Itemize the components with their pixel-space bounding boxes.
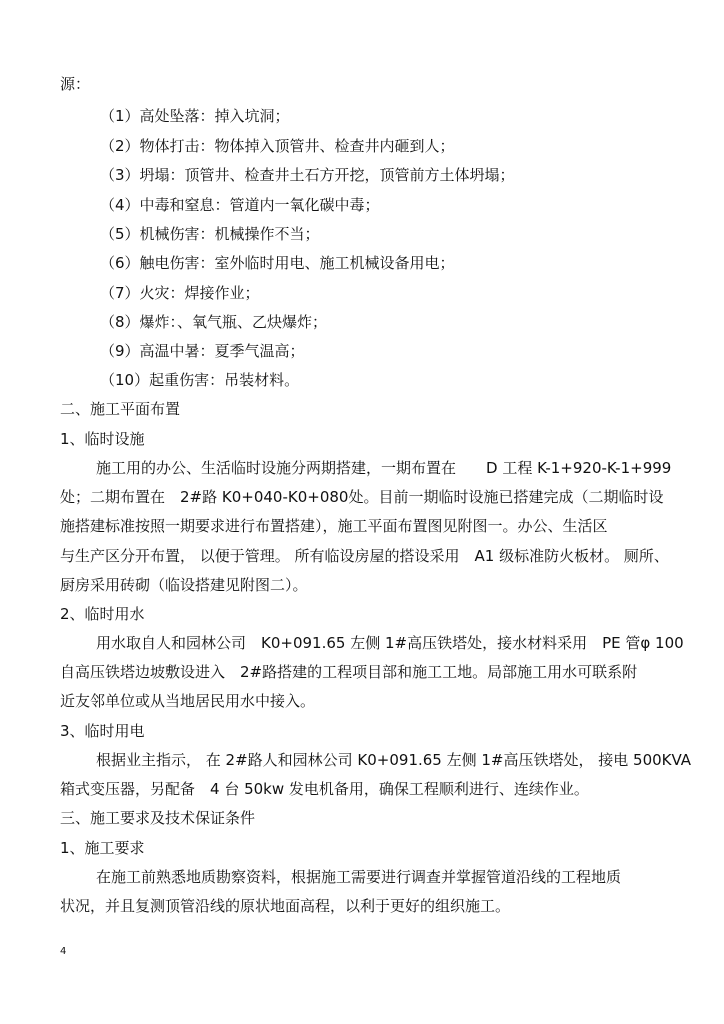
section-heading-3: 三、施工要求及技术保证条件 <box>60 809 256 827</box>
subsection-heading-temp-facilities: 1、临时设施 <box>60 430 145 448</box>
text-line-source: 源： <box>60 75 91 93</box>
paragraph-requirements-line-2: 状况，并且复测顶管沿线的原状地面高程，以利于更好的组织施工。 <box>60 897 511 915</box>
paragraph-water-line-1: 用水取自人和园林公司 K0+091.65 左侧 1#高压铁塔处，接水材料采用 PE 管φ 100 <box>96 634 684 652</box>
paragraph-power-line-2: 箱式变压器，另配备 4 台 50kw 发电机备用，确保工程顺利进行、连续作业。 <box>60 780 589 798</box>
hazard-item-9: （9）高温中暑：夏季气温高； <box>100 342 305 360</box>
page-number: 4 <box>60 946 67 957</box>
paragraph-water-line-2: 自高压铁塔边坡敷设进入 2#路搭建的工程项目部和施工工地。局部施工用水可联系附 <box>60 663 638 681</box>
paragraph-facilities-line-1: 施工用的办公、生活临时设施分两期搭建，一期布置在 D 工程 K-1+920-K-1+999 <box>96 459 672 477</box>
hazard-item-2: （2）物体打击：物体掉入顶管井、检查井内砸到人； <box>100 137 455 155</box>
hazard-item-1: （1）高处坠落：掉入坑洞； <box>100 107 290 125</box>
hazard-item-5: （5）机械伤害：机械操作不当； <box>100 225 320 243</box>
paragraph-power-line-1: 根据业主指示， 在 2#路人和园林公司 K0+091.65 左侧 1#高压铁塔处， 接电 500KVA <box>96 751 692 769</box>
subsection-heading-temp-water: 2、临时用水 <box>60 605 145 623</box>
paragraph-facilities-line-4: 与生产区分开布置， 以便于管理。 所有临设房屋的搭设采用 A1 级标准防火板材。 厕所、 <box>60 547 669 565</box>
hazard-item-8: （8）爆炸：、氧气瓶、乙炔爆炸； <box>100 313 328 331</box>
paragraph-facilities-line-5: 厨房采用砖砌（临设搭建见附图二）。 <box>60 576 308 594</box>
hazard-item-10: （10）起重伤害：吊装材料。 <box>100 371 300 389</box>
hazard-item-7: （7）火灾：焊接作业； <box>100 284 260 302</box>
section-heading-2: 二、施工平面布置 <box>60 400 181 418</box>
hazard-item-3: （3）坍塌：顶管井、检查井土石方开挖，顶管前方土体坍塌； <box>100 166 515 184</box>
hazard-item-6: （6）触电伤害：室外临时用电、施工机械设备用电； <box>100 254 455 272</box>
subsection-heading-requirements: 1、施工要求 <box>60 839 145 857</box>
paragraph-facilities-line-2: 处；二期布置在 2#路 K0+040-K0+080处。目前一期临时设施已搭建完成（二期临时设 <box>60 488 664 506</box>
paragraph-requirements-line-1: 在施工前熟悉地质勘察资料，根据施工需要进行调查并掌握管道沿线的工程地质 <box>96 868 622 886</box>
subsection-heading-temp-power: 3、临时用电 <box>60 722 145 740</box>
paragraph-facilities-line-3: 施搭建标准按照一期要求进行布置搭建），施工平面布置图见附图一。办公、生活区 <box>60 517 608 535</box>
hazard-item-4: （4）中毒和窒息：管道内一氧化碳中毒； <box>100 196 380 214</box>
paragraph-water-line-3: 近友邻单位或从当地居民用水中接入。 <box>60 692 316 710</box>
